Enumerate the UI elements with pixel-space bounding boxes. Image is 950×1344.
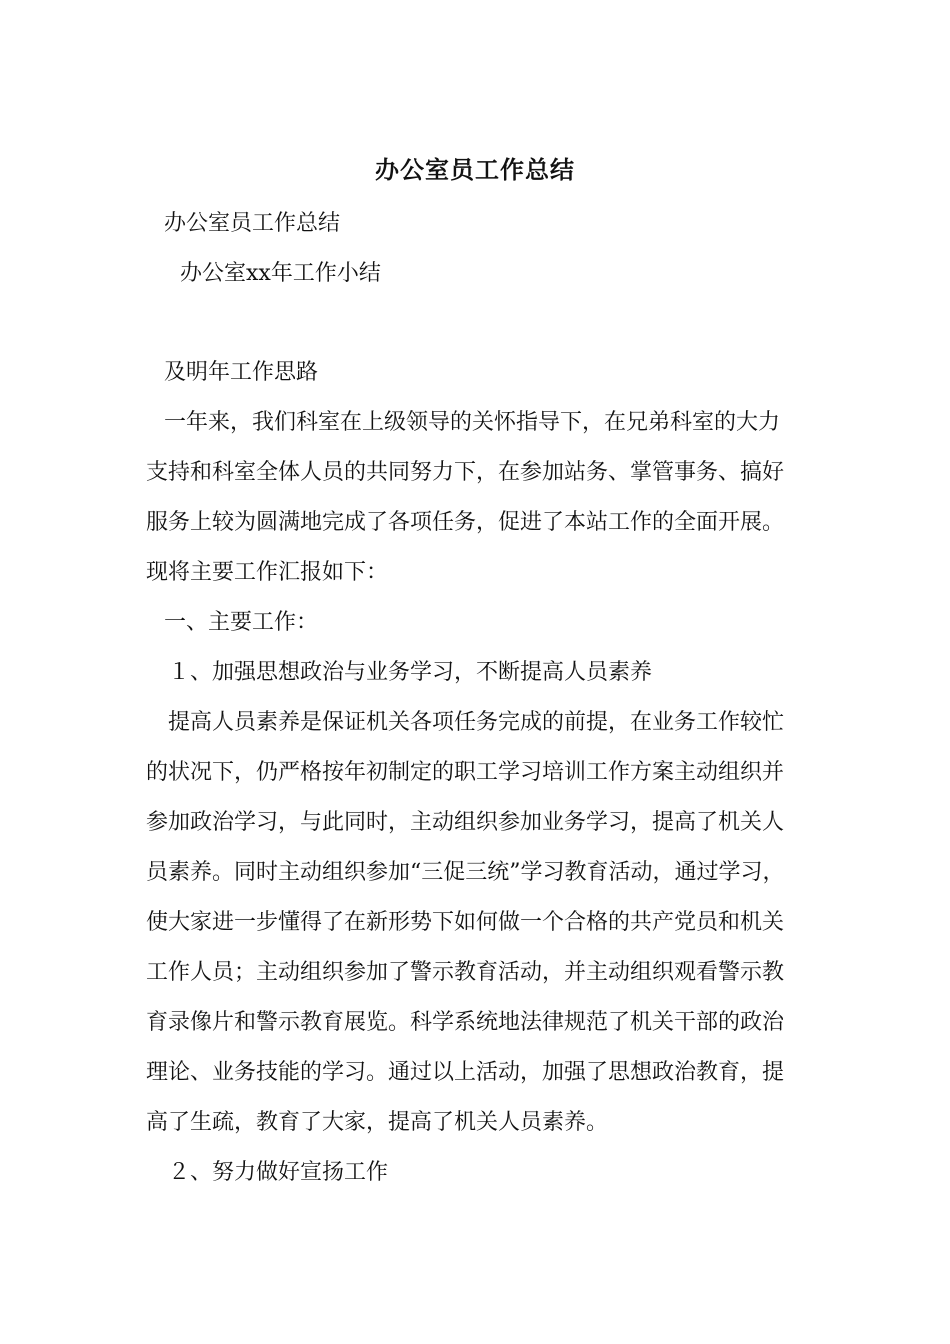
heading-line-2: 及明年工作思路 <box>164 360 319 385</box>
document-title: 办公室员工作总结 <box>375 155 575 184</box>
paragraph-1-line: 服务上较为圆满地完成了各项任务，促进了本站工作的全面开展。 <box>146 510 785 535</box>
section-heading: 一、主要工作： <box>164 610 319 635</box>
item-heading: ２、努力做好宣扬工作 <box>168 1160 389 1185</box>
subtitle: 办公室员工作总结 <box>164 211 341 236</box>
paragraph-2-line: 使大家进一步懂得了在新形势下如何做一个合格的共产党员和机关 <box>146 910 785 935</box>
paragraph-1-line: 一年来，我们科室在上级领导的关怀指导下，在兄弟科室的大力 <box>164 410 781 435</box>
paragraph-2-line: 员素养。同时主动组织参加“三促三统”学习教育活动，通过学习， <box>146 860 785 885</box>
paragraph-2-line: 高了生疏，教育了大家，提高了机关人员素养。 <box>146 1110 609 1135</box>
paragraph-2-line: 工作人员；主动组织参加了警示教育活动，并主动组织观看警示教 <box>146 960 785 985</box>
item-heading: １、加强思想政治与业务学习，不断提高人员素养 <box>168 660 653 685</box>
paragraph-2-line: 育录像片和警示教育展览。科学系统地法律规范了机关干部的政治 <box>146 1010 785 1035</box>
heading-line-1: 办公室xx年工作小结 <box>180 261 381 286</box>
paragraph-2-line: 提高人员素养是保证机关各项任务完成的前提，在业务工作较忙 <box>168 710 785 735</box>
paragraph-2-line: 参加政治学习，与此同时，主动组织参加业务学习，提高了机关人 <box>146 810 785 835</box>
paragraph-2-line: 的状况下，仍严格按年初制定的职工学习培训工作方案主动组织并 <box>146 760 785 785</box>
paragraph-1-line: 支持和科室全体人员的共同努力下，在参加站务、掌管事务、搞好 <box>146 460 785 485</box>
paragraph-1-line: 现将主要工作汇报如下： <box>146 560 389 585</box>
paragraph-2-line: 理论、业务技能的学习。通过以上活动，加强了思想政治教育，提 <box>146 1060 785 1085</box>
